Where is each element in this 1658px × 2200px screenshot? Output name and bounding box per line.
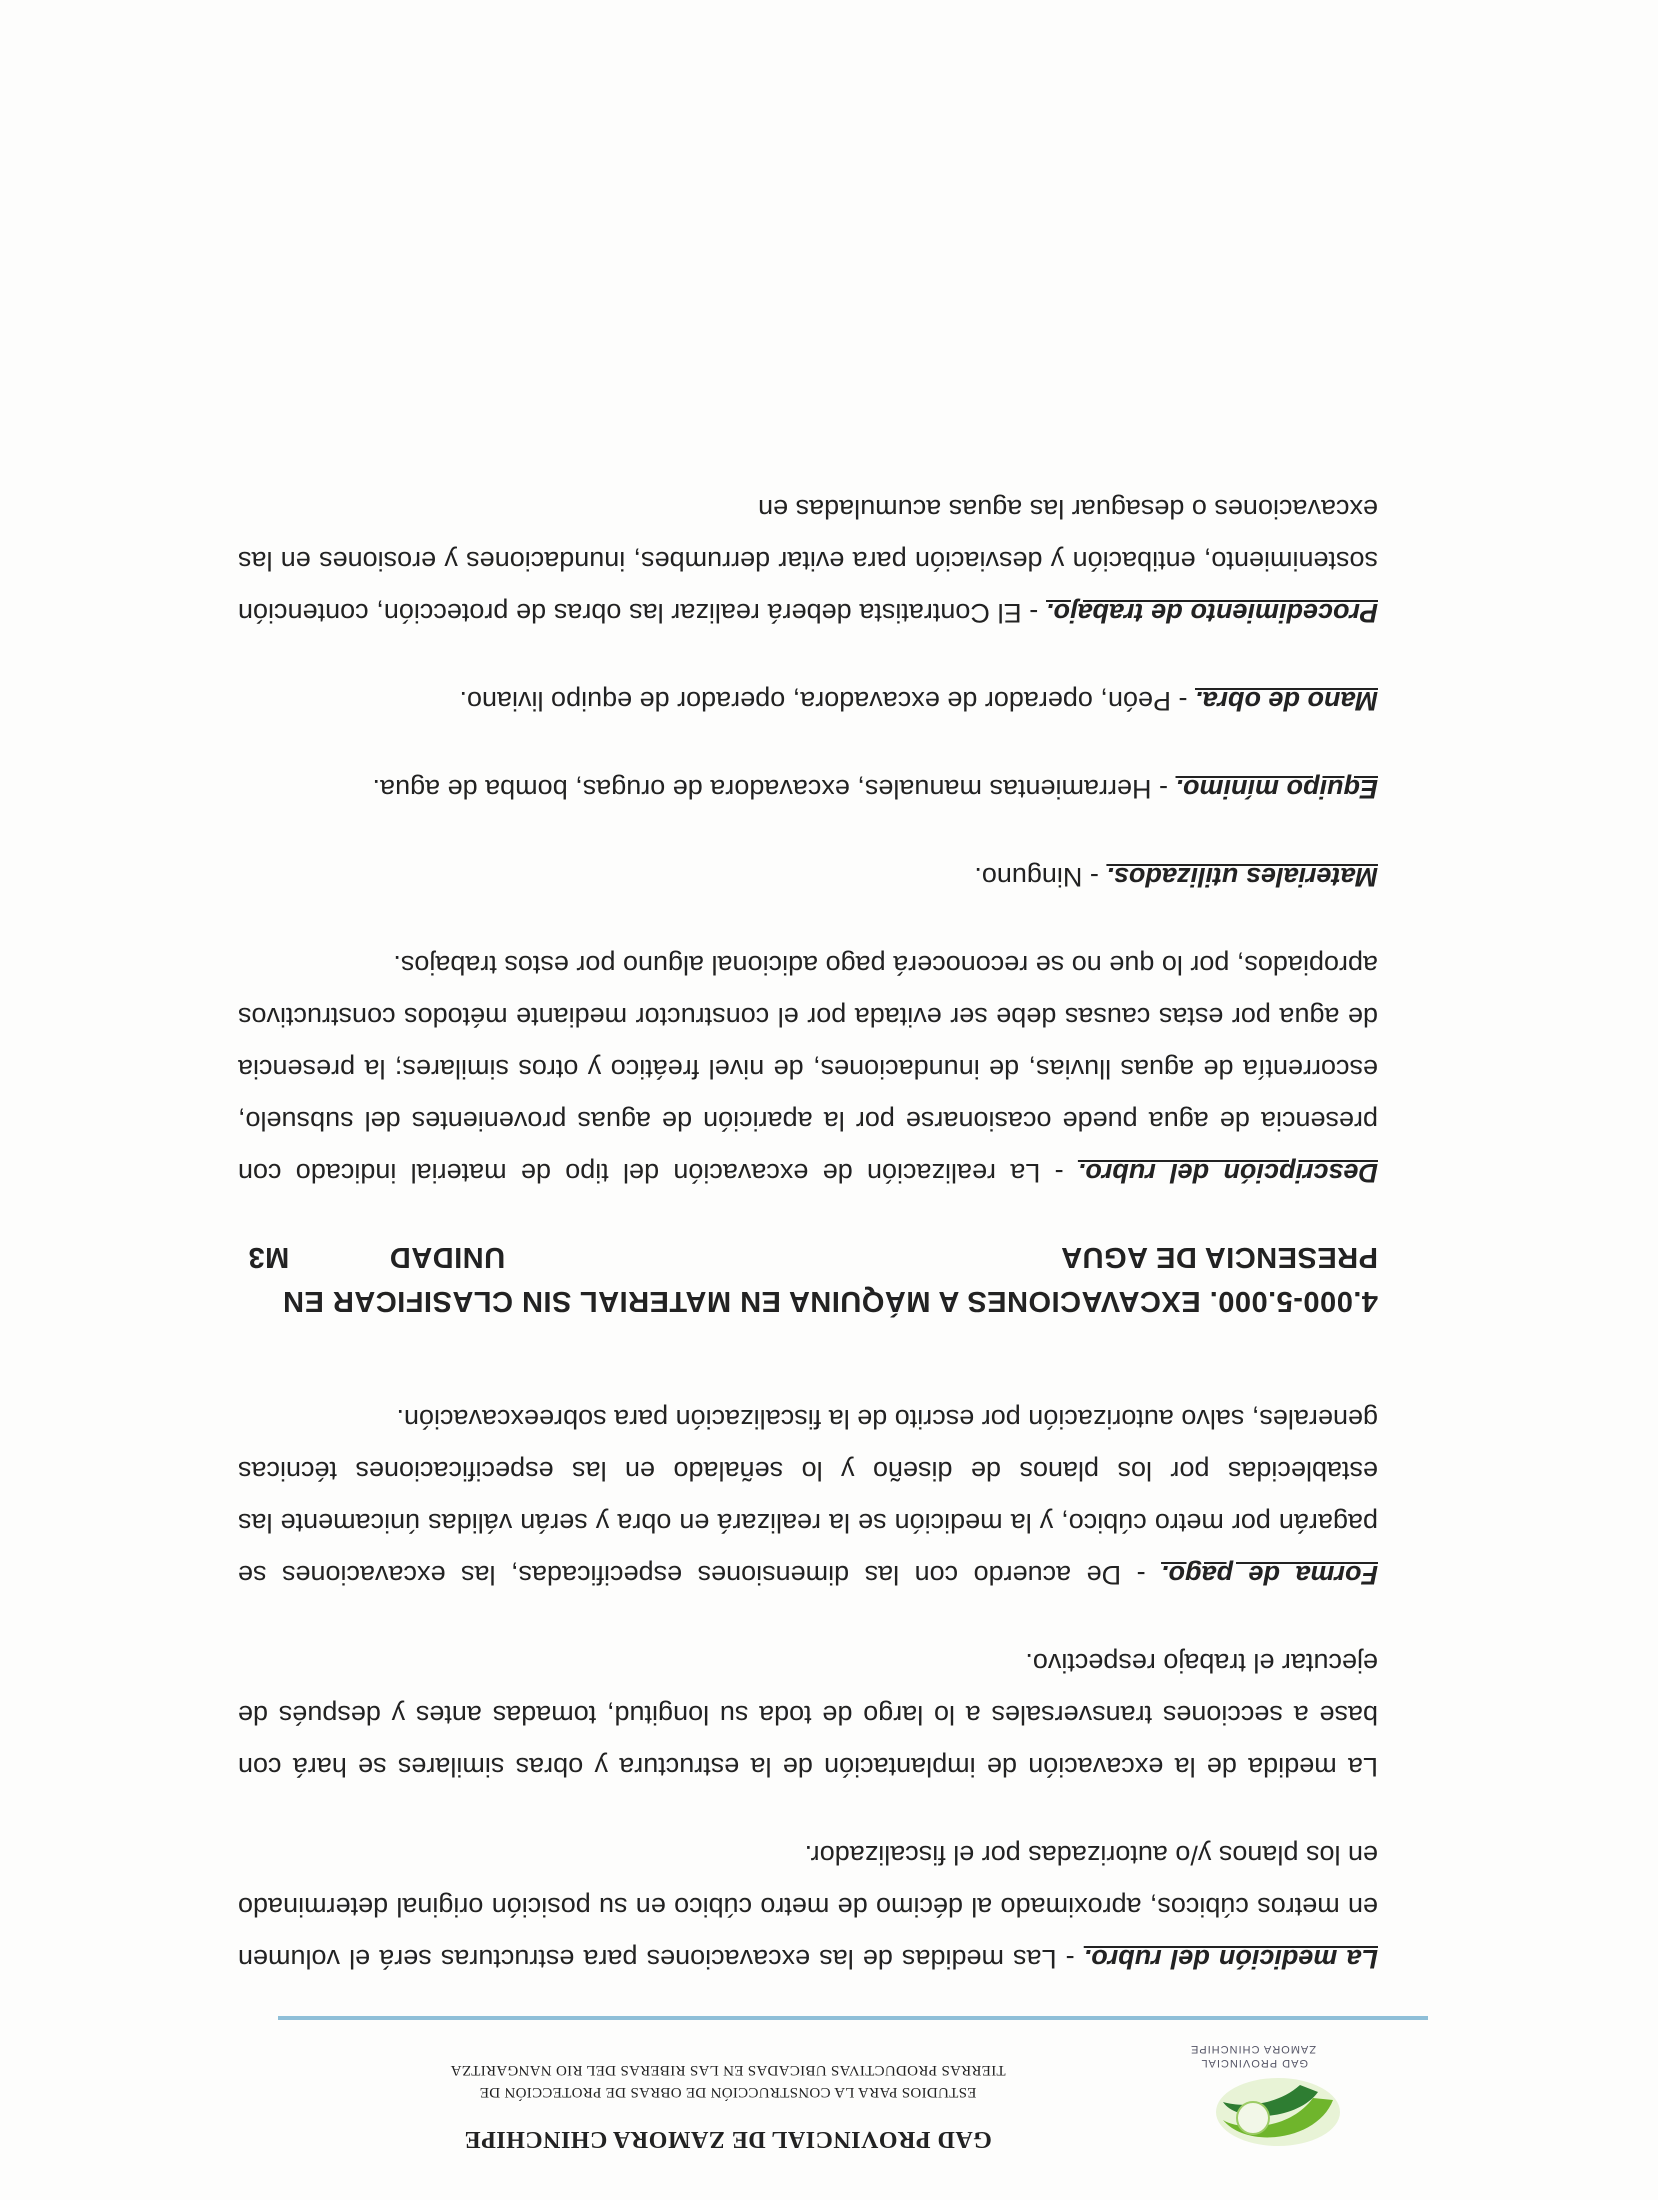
paragraph-descripcion bbox=[238, 939, 1378, 1199]
header-text bbox=[278, 2059, 1178, 2160]
paragraph-forma-pago bbox=[238, 1393, 1378, 1601]
svg-text:ZAMORA CHINCHIPE: ZAMORA CHINCHIPE bbox=[1189, 2043, 1316, 2055]
org-name: GAD PROVINCIAL DE ZAMORA CHINCHIPE bbox=[464, 2126, 992, 2152]
text-forma-pago: - De acuerdo con las dimensiones especificadas, las excavaciones se pagarán por metro cúbico, y la medición se la realizará en obra y serán válidas únicamente las establecidas por los planos de diseño y lo señalado en las especificaciones técnicas generales, salvo autorización por escrito de la fiscalización para sobreexcavación. bbox=[238, 1404, 1378, 1590]
paragraph-procedimiento bbox=[238, 483, 1378, 639]
paragraph-materiales bbox=[238, 851, 1378, 903]
lead-descripcion: Descripción del rubro. bbox=[1077, 1158, 1378, 1188]
section-title: 4.000-5.000. EXCAVACIONES A MÁQUINA EN MATERIAL SIN CLASIFICAR EN bbox=[282, 1285, 1378, 1317]
logo-caption: GAD PROVINCIAL bbox=[1200, 2057, 1308, 2069]
header-subtitle-1: ESTUDIOS PARA LA CONSTRUCCIÓN DE OBRAS DE PROTECCIÓN DE bbox=[479, 2084, 977, 2100]
text-descripcion: - La realización de excavación del tipo de material indicado con presencia de agua puede ocasionarse por la aparición de aguas provenientes del subsuelo, escorrentía de aguas lluvias, de inundaciones, de nivel freático y otros similares; la presencia de agua por estas causas debe ser evitada por el constructor mediante métodos constructivos apropiados, por lo que no se reconocerá pago adicional alguno por estos trabajos. bbox=[237, 950, 1378, 1188]
text-mano-obra: - Peón, operador de excavadora, operador de equipo liviano. bbox=[459, 686, 1195, 716]
lead-materiales: Materiales utilizados. bbox=[1106, 862, 1378, 892]
paragraph-medida: La medida de la excavación de implantación de la estructura y obras similares se hará con base a secciones transversales a lo largo de toda su longitud, tomadas antes y después de ejecutar el trabajo respectivo. bbox=[238, 1648, 1378, 1782]
unit-group bbox=[238, 1235, 505, 1279]
text-equipo: - Herramientas manuales, excavadora de orugas, bomba de agua. bbox=[372, 774, 1176, 804]
lead-equipo: Equipo mínimo. bbox=[1175, 774, 1378, 804]
text-materiales: - Ninguno. bbox=[974, 862, 1107, 892]
lead-medicion: La medición del rubro. bbox=[1083, 1944, 1378, 1974]
paragraph-medicion bbox=[238, 1829, 1378, 1985]
header-rule bbox=[278, 2016, 1428, 2020]
header-subtitle-2: TIERRAS PRODUCTIVAS UBICADAS EN LAS RIBERAS DEL RIO NANGARITZA bbox=[450, 2062, 1006, 2078]
unit-value: M3 bbox=[248, 1241, 290, 1273]
text-medicion: - Las medidas de las excavaciones para estructuras será el volumen en metros cúbicos, aproximado al décimo de metro cúbico en su posición original determinado en los planos y/o autorizadas por el fiscalizador. bbox=[238, 1840, 1378, 1974]
paragraph-equipo bbox=[238, 763, 1378, 815]
lead-procedimiento: Procedimiento de trabajo. bbox=[1046, 598, 1378, 628]
lead-mano-obra: Mano de obra. bbox=[1194, 686, 1378, 716]
section-title-continued: PRESENCIA DE AGUA bbox=[1060, 1241, 1378, 1273]
document-body bbox=[238, 447, 1378, 1985]
section-title-line-2 bbox=[238, 1235, 1378, 1279]
gad-logo bbox=[1188, 2040, 1428, 2160]
page-header bbox=[278, 2030, 1428, 2160]
lead-forma-pago: Forma de pago. bbox=[1161, 1560, 1378, 1590]
paragraph-mano-obra bbox=[238, 675, 1378, 727]
text-procedimiento: - El Contratista deberá realizar las obras de protección, contención sostenimiento, entibación y desviación para evitar derrumbes, inundaciones y erosiones en las excavaciones o desaguar las aguas acumuladas en bbox=[238, 494, 1378, 628]
unit-label: UNIDAD bbox=[389, 1241, 506, 1273]
